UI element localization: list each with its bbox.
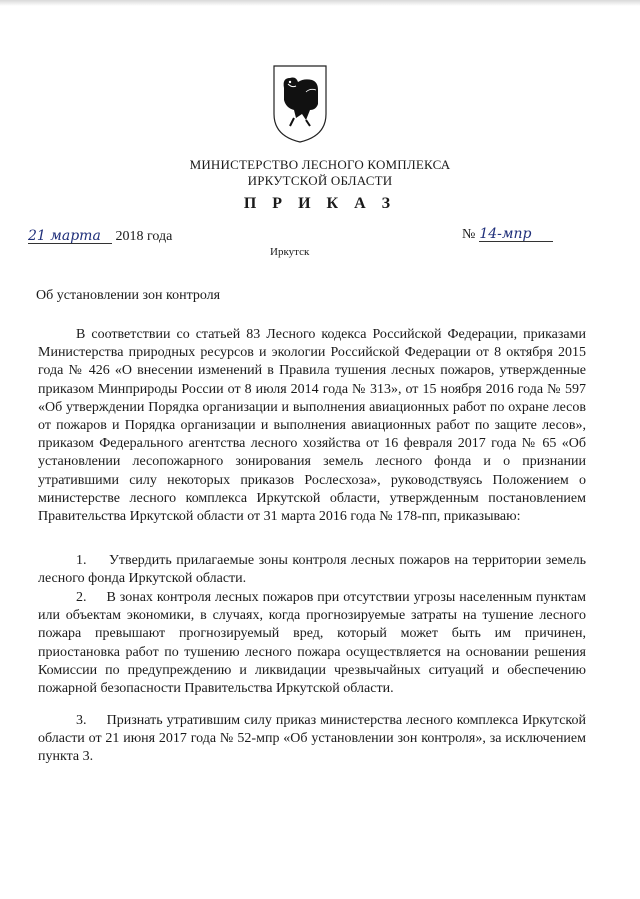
number-handwritten: 14-мпр	[479, 227, 553, 242]
date-year: 2018 года	[115, 229, 173, 244]
city-name: Иркутск	[270, 246, 310, 258]
order-item-2: 2. В зонах контроля лесных пожаров при отсутствии угрозы населенным пунктам или объектам экономики, в случаях, когда прогнозируемые затраты на тушение лесного пожара превышают прогнозируемый вред, который может быть им причинен, приостановка работ по тушению лесного пожара осуществляется на основании решения Комиссии по предупреждению и ликвидации чрезвычайных ситуаций и обеспечению пожарной безопасности Правительства Иркутской области.	[38, 590, 586, 697]
number-prefix: №	[462, 227, 476, 242]
order-subject: Об установлении зон контроля	[36, 288, 221, 303]
order-number	[462, 227, 553, 243]
date-handwritten: 21 марта	[28, 229, 112, 244]
order-date	[28, 229, 172, 245]
ministry-name-line1: МИНИСТЕРСТВО ЛЕСНОГО КОМПЛЕКСА	[189, 157, 451, 172]
irkutsk-coat-of-arms-icon	[272, 64, 328, 144]
order-item-1: 1. Утвердить прилагаемые зоны контроля лесных пожаров на территории земель лесного фонда Иркутской области.	[38, 553, 586, 587]
scan-edge	[0, 0, 640, 6]
ministry-name-line2: ИРКУТСКОЙ ОБЛАСТИ	[247, 173, 393, 188]
order-item-3: 3. Признать утратившим силу приказ министерства лесного комплекса Иркутской области от 21 июня 2017 года № 52-мпр «Об установлении зон контроля», за исключением пункта 3.	[38, 713, 586, 765]
order-title: П Р И К А З	[243, 195, 397, 212]
preamble-paragraph: В соответствии со статьей 83 Лесного кодекса Российской Федерации, приказами Министерства природных ресурсов и экологии Российской Федерации от 8 октября 2015 года № 426 «О внесении изменений в Правила тушения лесных пожаров, утвержденные приказом Минприроды России от 8 июля 2014 года № 313», от 15 ноября 2016 года № 597 «Об утверждении Порядка организации и выполнения авиационных работ по охране лесов от пожаров и Порядка организации и выполнения авиационных работ по защите лесов», приказом Федерального агентства лесного хозяйства от 16 февраля 2017 года № 65 «Об установлении лесопожарного зонирования земель лесного фонда и о признании утратившими силу некоторых приказов Рослесхоза», руководствуясь Положением о министерстве лесного комплекса Иркутской области, утвержденным постановлением Правительства Иркутской области от 31 марта 2016 года № 178-пп, приказываю:	[38, 327, 586, 525]
